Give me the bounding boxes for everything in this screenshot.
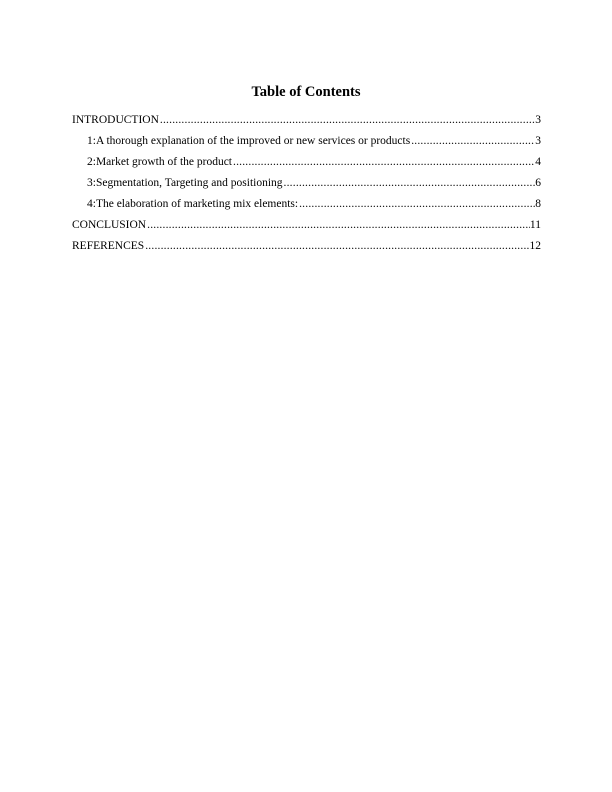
toc-list [72, 113, 541, 260]
toc-entry-page: 8 [535, 198, 541, 210]
toc-dot-leader [411, 134, 535, 148]
toc-entry-text: REFERENCES [72, 240, 145, 252]
toc-entry-page: 6 [535, 177, 541, 189]
toc-entry-text: 2:Market growth of the product [87, 156, 232, 168]
toc-entry-page: 3 [535, 114, 541, 126]
toc-entry-section-2[interactable] [72, 155, 541, 176]
toc-dot-leader [160, 113, 535, 127]
toc-title: Table of Contents [251, 84, 361, 100]
toc-entry-section-1[interactable] [72, 134, 541, 155]
toc-entry-page: 4 [535, 156, 541, 168]
toc-dot-leader [147, 218, 530, 232]
toc-entry-text: 3:Segmentation, Targeting and positioning [87, 177, 283, 189]
toc-entry-conclusion[interactable] [72, 218, 541, 239]
toc-dot-leader [284, 176, 536, 190]
toc-dot-leader [299, 197, 535, 211]
toc-entry-page: 3 [535, 135, 541, 147]
toc-entry-section-4[interactable] [72, 197, 541, 218]
toc-entry-text: INTRODUCTION [72, 114, 159, 126]
toc-entry-introduction[interactable] [72, 113, 541, 134]
toc-entry-text: 1:A thorough explanation of the improved or new services or products [87, 135, 411, 147]
toc-entry-section-3[interactable] [72, 176, 541, 197]
toc-entry-page: 11 [529, 219, 541, 231]
toc-entry-text: 4:The elaboration of marketing mix elements: [87, 198, 299, 210]
toc-entry-references[interactable] [72, 239, 541, 260]
toc-dot-leader [145, 239, 529, 253]
toc-entry-page: 12 [529, 240, 541, 252]
toc-dot-leader [233, 155, 535, 169]
toc-entry-text: CONCLUSION [72, 219, 147, 231]
